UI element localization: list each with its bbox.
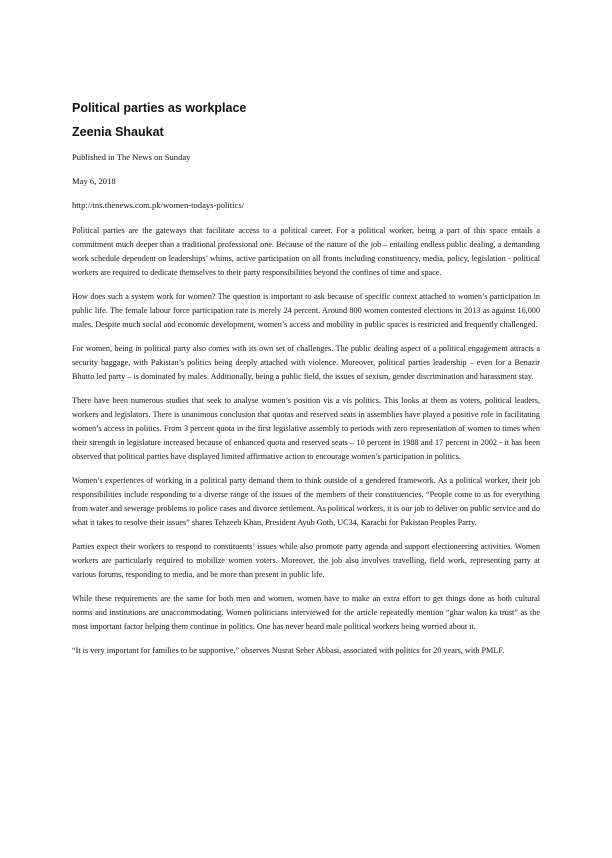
paragraph-2: How does such a system work for women? The question is important to ask because of specific context attached to women’s participation in public life. The female labour force participation rate is merely 24 percent. Around 800 women contested elections in 2013 as against 16,000 males. Despite much social and economic development, women’s access and mobility in public spaces is restricted and frequently challenged. [72,292,540,329]
article-author: Zeenia Shaukat [72,125,164,139]
article-title: Political parties as workplace [72,101,247,115]
paragraph-4: There have been numerous studies that seek to analyse women’s position vis a vis politics. This looks at them as voters, political leaders, workers and legislators. There is unanimous conclusion that quotas and reserved seats in assemblies have played a positive role in facilitating women’s access in politics. From 3 percent quota in the first legislative assembly to periods with zero representation of women to times when their strength in legislature increased because of enhanced quota and reserved seats – 10 percent in 1988 and 17 percent in 2002 - it has been observed that political parties have displayed limited affirmative action to encourage women’s participation in politics. [72,396,540,461]
publication-date: May 6, 2018 [72,176,116,186]
publication-source: Published in The News on Sunday [72,152,191,162]
paragraph-8: “It is very important for families to be supportive,” observes Nusrat Seher Abbasi, associated with politics for 20 years, with PMLF. [72,646,505,655]
paragraph-1: Political parties are the gateways that facilitate access to a political career. For a political worker, being a part of this space entails a commitment much deeper than a traditional professional one. Because of the nature of the job – entailing endless public dealing, a demanding work schedule dependent on leaderships’ whims, active participation on all fronts including constituency, media, policy, legislation - political workers are required to dedicate themselves to their party responsibilities beyond the confines of time and space. [72,226,540,277]
paragraph-7: While these requirements are the same for both men and women, women have to make an extra effort to get things done as both cultural norms and institutions are unaccommodating. Women politicians interviewed for the article repeatedly mention “ghar walon ka trust” as the most important factor helping them continue in politics. One has never heard male political workers being worried about it. [72,594,540,631]
paragraph-3: For women, being in political party also comes with its own set of challenges. The public dealing aspect of a political engagement attracts a security baggage, with Pakistan’s politics being deeply attached with violence. Moreover, political parties leadership – even for a Benazir Bhutto led party – is dominated by males. Additionally, being a public field, the issues of sexism, gender discrimination and harassment stay. [72,344,540,381]
article-url: http://tns.thenews.com.pk/women-todays-politics/ [72,200,245,210]
paragraph-6: Parties expect their workers to respond to constituents’ issues while also promote party agenda and support electioneering activities. Women workers are particularly required to mobilize women voters. Moreover, the job also involves travelling, field work, representing party at various forums, responding to media, and be more than present in public life. [72,542,540,579]
paragraph-5: Women’s experiences of working in a political party demand them to think outside of a gendered framework. As a political worker, their job responsibilities include responding to a diverse range of the issues of the members of their constituencies. “People come to us for everything from water and sewerage problems to police cases and divorce settlement. As political workers, it is our job to deliver on public service and do what it takes to resolve their issues” shares Tehzeeb Khan, President Ayub Goth, UC34, Karachi for Pakistan Peoples Party. [72,476,540,527]
